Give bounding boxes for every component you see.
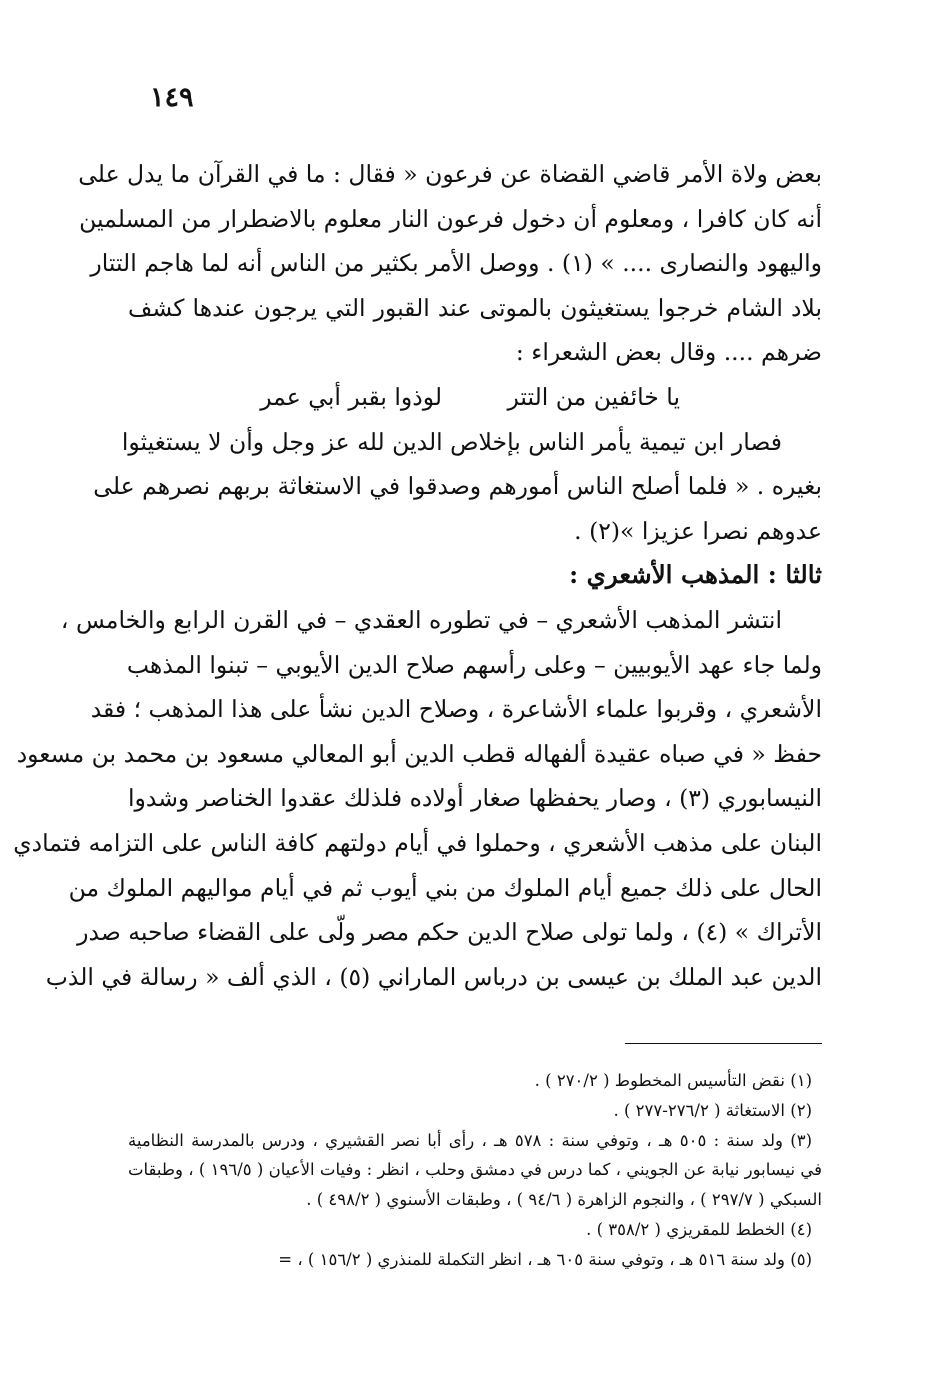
text-line: الأشعري ، وقربوا علماء الأشاعرة ، وصلاح الدين نشأ على هذا المذهب ؛ فقد <box>90 695 822 724</box>
text-line: بعض ولاة الأمر قاضي القضاة عن فرعون « فقال : ما في القرآن ما يدل على <box>78 160 822 188</box>
verse-second-hemistich: لوذوا بقبر أبي عمر <box>260 382 442 411</box>
page-number: ١٤٩ <box>150 82 194 113</box>
text-line: عدوهم نصرا عزيزا »(٢) . <box>574 516 822 545</box>
footnotes <box>128 1066 822 1275</box>
footnote-5: (٥) ولد سنة ٥١٦ هـ ، وتوفي سنة ٦٠٥ هـ ، انظر التكملة للمنذري ( ١٥٦/٢ ) ، = <box>278 1249 812 1269</box>
text-line: أنه كان كافرا ، ومعلوم أن دخول فرعون النار معلوم بالاضطرار من المسلمين <box>79 204 822 233</box>
text-line: فصار ابن تيمية يأمر الناس بإخلاص الدين لله عز وجل وأن لا يستغيثوا <box>121 427 782 456</box>
verse-first-hemistich: يا خائفين من التتر <box>507 382 680 411</box>
footnote-3: (٣) ولد سنة : ٥٠٥ هـ ، وتوفي سنة : ٥٧٨ هـ ، رأى أبا نصر القشيري ، ودرس بالمدرسة النظامية <box>128 1130 812 1150</box>
text-line: ولما جاء عهد الأيوبيين – وعلى رأسهم صلاح الدين الأيوبي – تبنوا المذهب <box>126 650 822 679</box>
text-line: انتشر المذهب الأشعري – في تطوره العقدي – في القرن الرابع والخامس ، <box>60 605 782 634</box>
footnote-4: (٤) الخطط للمقريزي ( ٣٥٨/٢ ) . <box>586 1219 812 1239</box>
text-line: الدين عبد الملك بن عيسى بن درباس الماراني (٥) ، الذي ألف « رسالة في الذب <box>45 962 822 991</box>
text-line: الحال على ذلك جميع أيام الملوك من بني أيوب ثم في أيام مواليهم الملوك من <box>68 873 822 902</box>
section-heading: ثالثا : المذهب الأشعري : <box>569 560 822 590</box>
footnote-3-continued: في نيسابور نيابة عن الجويني ، كما درس في دمشق وحلب ، انظر : وفيات الأعيان ( ١٩٦/٥ ) ، وطبقات <box>128 1160 822 1180</box>
footnote-2: (٢) الاستغاثة ( ٢٧٦/٢-٢٧٧ ) . <box>613 1100 812 1120</box>
footnote-divider <box>625 1043 822 1044</box>
main-text <box>13 152 822 999</box>
text-line: بغيره . « فلما أصلح الناس أمورهم وصدقوا في الاستغاثة بربهم نصرهم على <box>93 472 822 501</box>
poem-verse <box>128 375 822 420</box>
text-line: الأتراك » (٤) ، ولما تولى صلاح الدين حكم مصر ولّى على القضاء صاحبه صدر <box>77 918 822 947</box>
text-line: حفظ « في صباه عقيدة ألفهاله قطب الدين أبو المعالي مسعود بن محمد بن مسعود <box>16 739 822 768</box>
footnote-1: (١) نقض التأسيس المخطوط ( ٢٧٠/٢ ) . <box>534 1071 812 1090</box>
text-line: البنان على مذهب الأشعري ، وحملوا في أيام دولتهم كافة الناس على التزامه فتمادي <box>13 828 822 857</box>
text-line: واليهود والنصارى .... » (١) . ووصل الأمر بكثير من الناس أنه لما هاجم التتار <box>90 249 822 278</box>
text-line: ضرهم .... وقال بعض الشعراء : <box>515 338 822 367</box>
text-line: بلاد الشام خرجوا يستغيثون بالموتى عند القبور التي يرجون عندها كشف <box>128 293 822 322</box>
text-line: النيسابوري (٣) ، وصار يحفظها صغار أولاده فلذلك عقدوا الخناصر وشدوا <box>128 784 822 813</box>
footnote-3-continued: السبكي ( ٢٩٧/٧ ) ، والنجوم الزاهرة ( ٩٤/٦ ) ، وطبقات الأسنوي ( ٤٩٨/٢ ) . <box>306 1190 822 1210</box>
